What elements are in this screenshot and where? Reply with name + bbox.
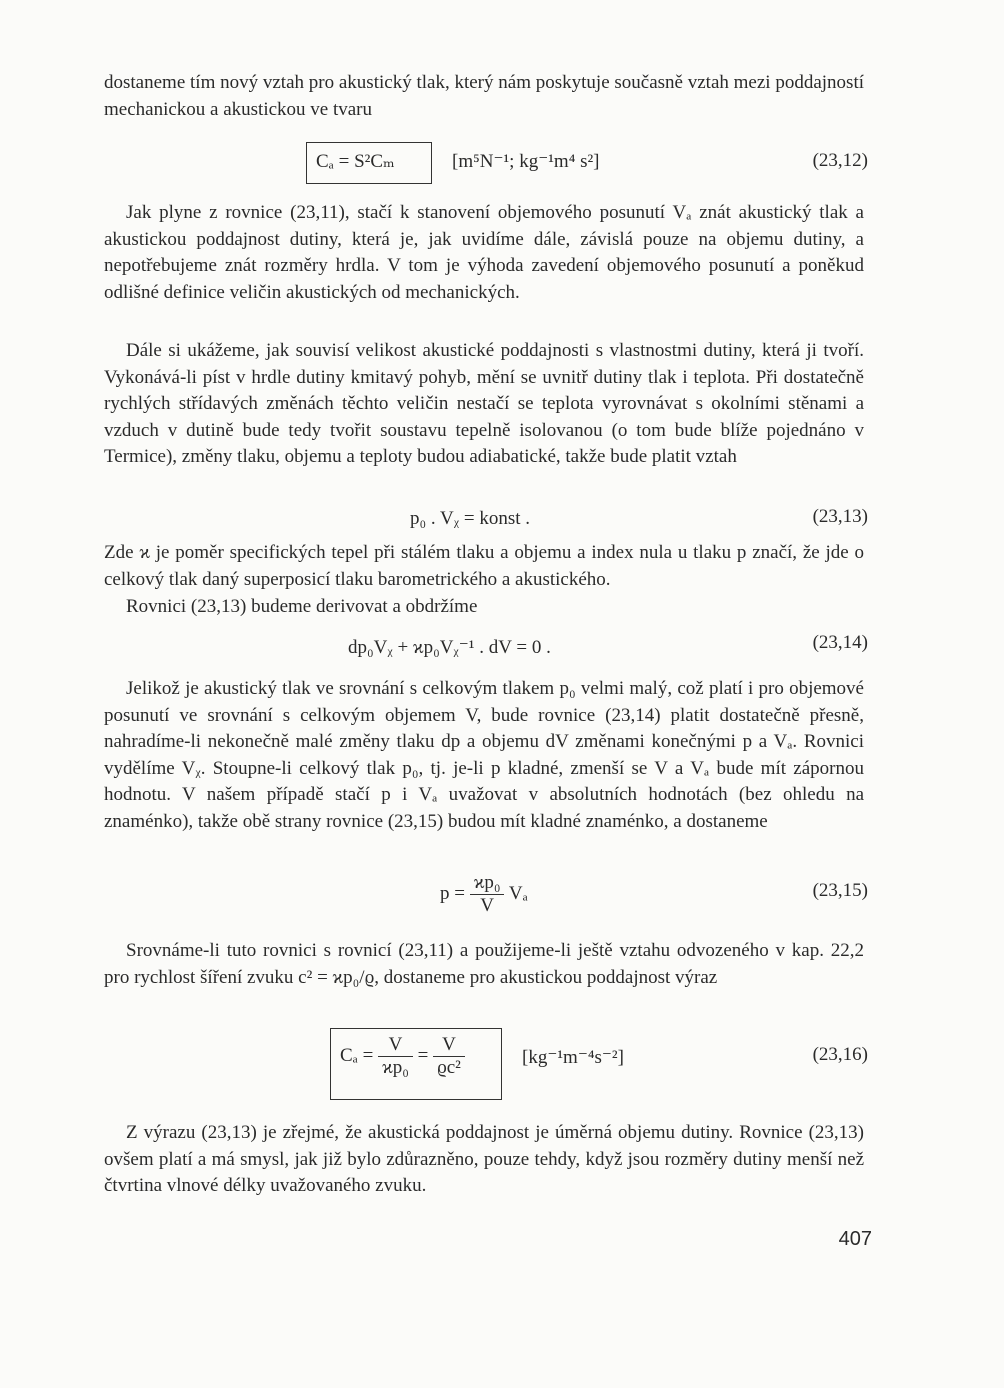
equation-23-16-lhs: Cₐ =: [340, 1044, 374, 1066]
paragraph-4: Zde ϰ je poměr specifických tepel při stálém tlaku a objemu a index nula u tlaku p značí, že jde o celkový tlak daný superposicí tlaku barometrického a akustického.: [104, 542, 864, 590]
equation-23-16-number: (23,16): [812, 1044, 868, 1065]
equation-23-16: [340, 1034, 465, 1079]
equation-23-15-rhs: Vₐ: [508, 882, 528, 904]
equation-23-13-formula: p₀ . Vᵪ = konst .: [410, 508, 531, 529]
equation-23-16-units: [kg⁻¹m⁻⁴s⁻²]: [522, 1047, 624, 1068]
page-number: 407: [838, 1228, 872, 1250]
paragraph-1: dostaneme tím nový vztah pro akustický tlak, který nám poskytuje současně vztah mezi poddajností mechanickou a akustickou ve tvaru: [104, 72, 864, 120]
equation-23-12-number: (23,12): [812, 150, 868, 171]
equation-23-15-numerator: ϰp₀: [473, 872, 501, 893]
equation-23-15: [440, 872, 528, 917]
equation-23-16-equals: =: [417, 1044, 429, 1066]
paragraph-8: Z výrazu (23,13) je zřejmé, že akustická poddajnost je úměrná objemu dutiny. Rovnice (23,13) ovšem platí a má smysl, jak již bylo zdůrazněno, pouze tehdy, když jsou rozměry dutiny menší než čtvrtina vlnové délky uvažovaného zvuku.: [104, 1122, 864, 1196]
paragraph-6: Jelikož je akustický tlak ve srovnání s celkovým tlakem p₀ velmi malý, což platí i pro objemové posunutí ve srovnání s celkovým objemem V, bude rovnice (23,14) platit dostatečně přesně, nahradíme-li nekonečně malé změny tlaku dp a objemu dV změnami konečnými p a Vₐ. Rovnici vydělíme Vᵪ. Stoupne-li celkový tlak p₀, tj. je-li p kladné, zmenší se V a Vₐ bude mít zápornou hodnotu. V našem případě stačí p i Vₐ uvažovat v absolutních hodnotách (bez ohledu na znaménko), takže obě strany rovnice (23,15) budou mít kladné znaménko, a dostaneme: [104, 678, 864, 832]
equation-23-12-formula: Cₐ = S²Cₘ: [316, 151, 395, 172]
equation-23-15-lhs: p =: [440, 882, 465, 904]
equation-23-15-fraction: [470, 872, 505, 917]
equation-23-15-denominator: V: [470, 894, 505, 917]
paragraph-3: Dále si ukážeme, jak souvisí velikost akustické poddajnosti s vlastnostmi dutiny, která ji tvoří. Vykonává-li píst v hrdle dutiny kmitavý pohyb, mění se uvnitř dutiny tlak i teplota. Při dostatečně rychlých střídavých změnách těchto veličin nestačí se teplota vyrovnávat s okolními stěnami a vzduch v dutině bude tedy tvořit soustavu tepelně isolovanou (o tom bude blíže pojednáno v Termice), změny tlaku, objemu a teploty budou adiabatické, takže bude platit vztah: [104, 340, 864, 467]
equation-23-14-formula: dp₀Vᵪ + ϰp₀Vᵪ⁻¹ . dV = 0 .: [348, 637, 551, 658]
equation-23-16-numerator-2: V: [442, 1034, 456, 1055]
paragraph-5: Rovnici (23,13) budeme derivovat a obdržíme: [126, 596, 478, 617]
equation-23-16-numerator-1: V: [388, 1034, 403, 1055]
equation-23-16-denominator-1: ϰp₀: [378, 1056, 413, 1079]
equation-23-13-number: (23,13): [812, 506, 868, 527]
paragraph-7: Srovnáme-li tuto rovnici s rovnicí (23,11) a použijeme-li ještě vztahu odvozeného v kap. 22,2 pro rychlost šíření zvuku c² = ϰp₀/ϱ, dostaneme pro akustickou poddajnost výraz: [104, 940, 864, 988]
equation-23-16-fraction-1: [378, 1034, 413, 1079]
equation-23-14-number: (23,14): [812, 632, 868, 653]
equation-23-12-units: [m⁵N⁻¹; kg⁻¹m⁴ s²]: [452, 151, 600, 172]
equation-23-16-fraction-2: [433, 1034, 465, 1079]
paragraph-2: Jak plyne z rovnice (23,11), stačí k stanovení objemového posunutí Vₐ znát akustický tlak a akustickou poddajnost dutiny, která je, jak uvidíme dále, závislá pouze na objemu dutiny, a nepotřebujeme znát rozměry hrdla. V tom je výhoda zavedení objemového posunutí a poněkud odlišné definice veličin akustických od mechanických.: [104, 202, 864, 303]
equation-23-16-denominator-2: ϱc²: [433, 1056, 465, 1079]
equation-23-15-number: (23,15): [812, 880, 868, 901]
